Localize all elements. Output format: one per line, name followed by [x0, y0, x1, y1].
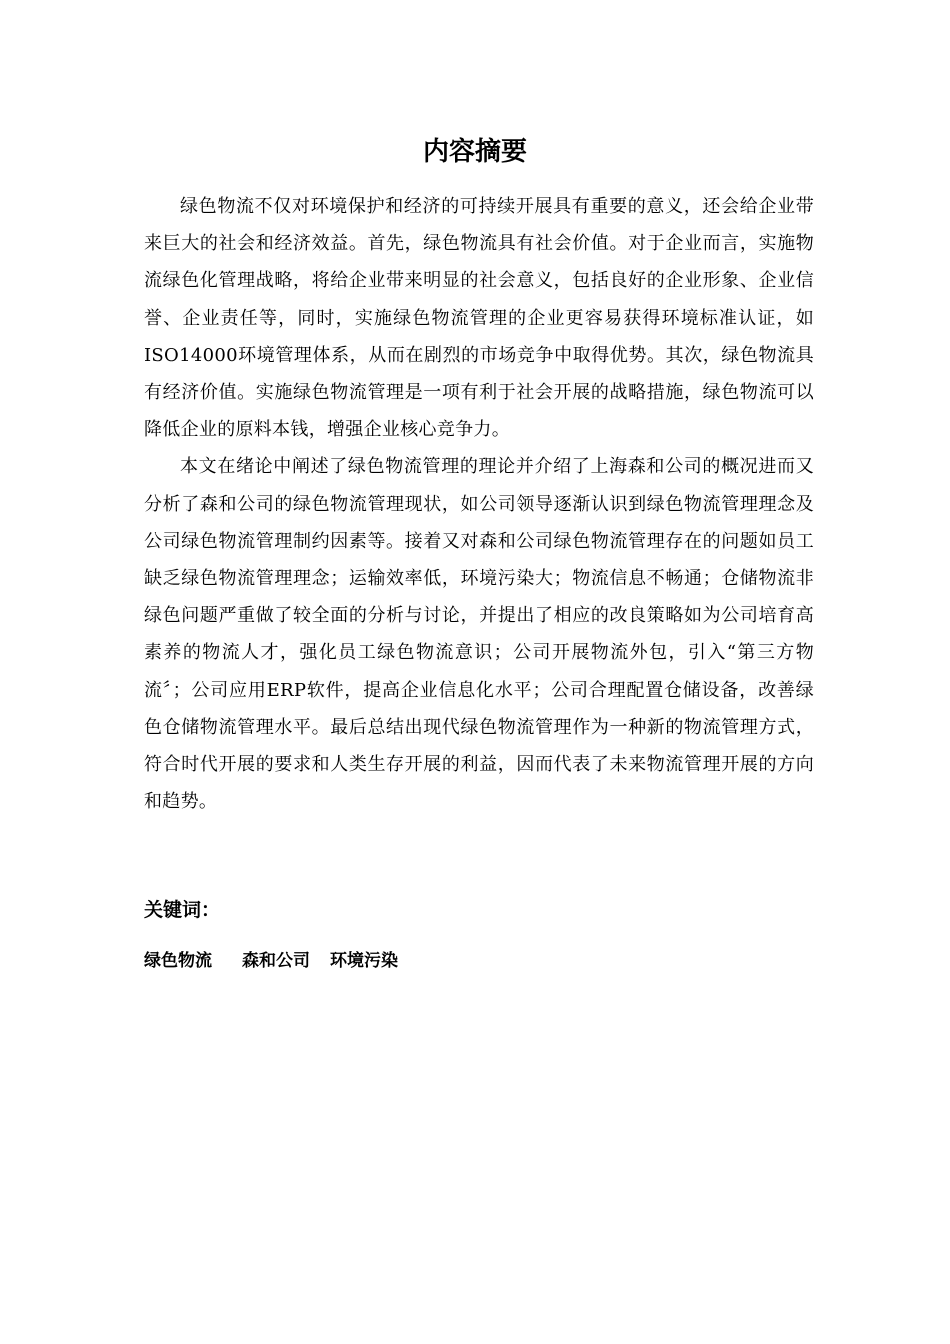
abstract-paragraph: 绿色物流不仅对环境保护和经济的可持续开展具有重要的意义，还会给企业带来巨大的社会和经济效益。首先，绿色物流具有社会价值。对于企业而言，实施物流绿色化管理战略，将给企业带来明显的社会意义，包括良好的企业形象、企业信誉、企业责任等，同时，实施绿色物流管理的企业更容易获得环境标准认证，如ISO14000环境管理体系，从而在剧烈的市场竞争中取得优势。其次，绿色物流具有经济价值。实施绿色物流管理是一项有利于社会开展的战略措施，绿色物流可以降低企业的原料本钱，增强企业核心竞争力。	[144, 196, 814, 441]
keyword-item: 绿色物流	[144, 951, 212, 971]
abstract-body	[144, 188, 814, 820]
keyword-item: 环境污染	[330, 951, 398, 971]
abstract-paragraph: 本文在绪论中阐述了绿色物流管理的理论并介绍了上海森和公司的概况进而又分析了森和公司的绿色物流管理现状，如公司领导逐渐认识到绿色物流管理理念及公司绿色物流管理制约因素等。接着又对森和公司绿色物流管理存在的问题如员工缺乏绿色物流管理理念；运输效率低，环境污染大；物流信息不畅通；仓储物流非绿色问题严重做了较全面的分析与讨论，并提出了相应的改良策略如为公司培育高素养的物流人才，强化员工绿色物流意识；公司开展物流外包，引入“第三方物流〞；公司应用ERP软件，提高企业信息化水平；公司合理配置仓储设备，改善绿色仓储物流管理水平。最后总结出现代绿色物流管理作为一种新的物流管理方式，符合时代开展的要求和人类生存开展的利益，因而代表了未来物流管理开展的方向和趋势。	[144, 456, 814, 813]
keywords-heading: 关键词：	[144, 899, 221, 921]
page-title: 内容摘要	[422, 137, 527, 167]
keywords-list	[144, 947, 398, 975]
keyword-item: 森和公司	[242, 951, 310, 971]
